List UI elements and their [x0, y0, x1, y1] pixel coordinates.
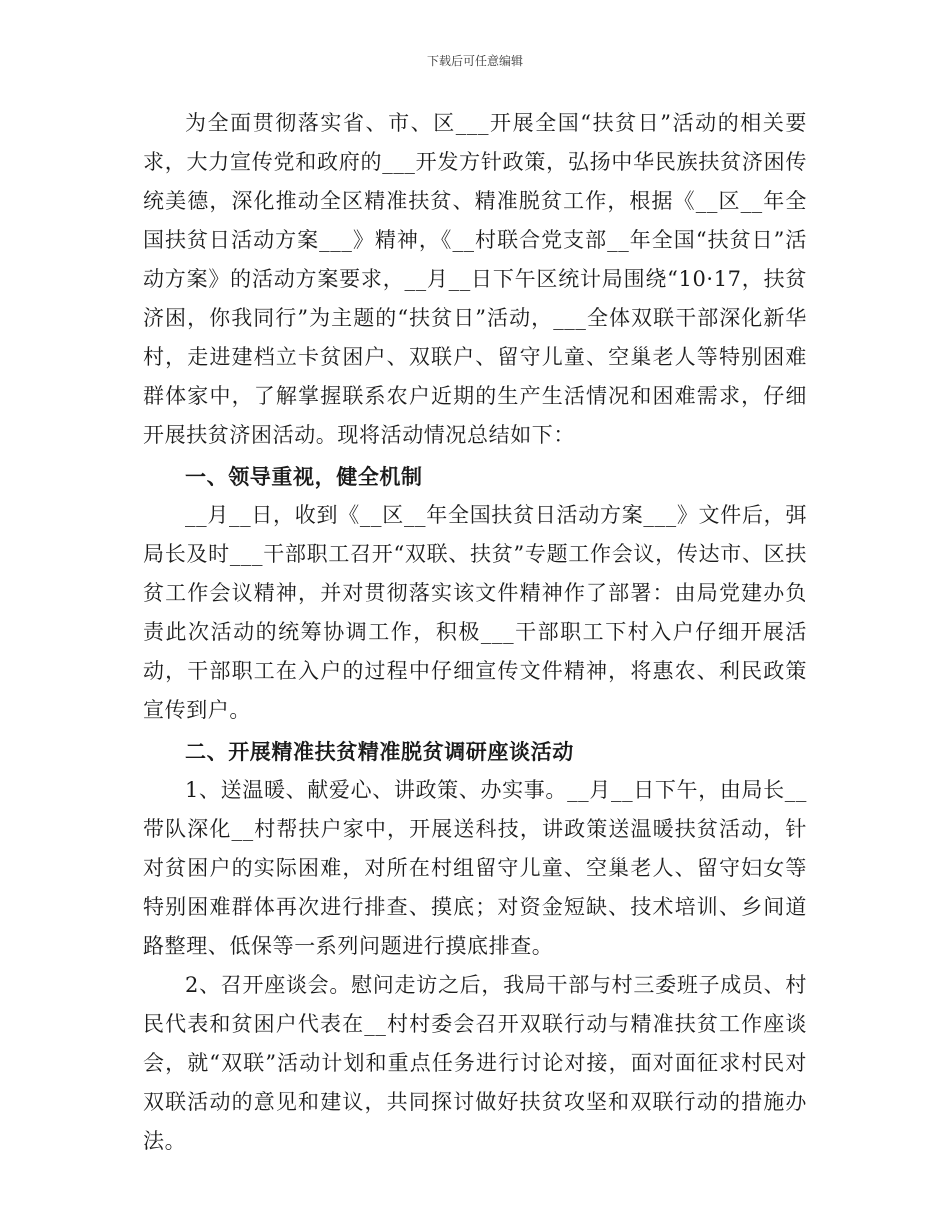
- document-body: [143, 104, 807, 1161]
- section-2-item-1: 1、送温暖、献爱心、讲政策、办实事。__月__日下午，由局长__带队深化__村帮扶户家中，开展送科技，讲政策送温暖扶贫活动，针对贫困户的实际困难，对所在村组留守儿童、空巢老人、留守妇女等特别困难群体再次进行排查、摸底；对资金短缺、技术培训、乡间道路整理、低保等一系列问题进行摸底排查。: [143, 778, 807, 958]
- section-heading-2: 二、开展精准扶贫精准脱贫调研座谈活动: [185, 739, 574, 764]
- page-header: 下载后可任意编辑: [426, 54, 523, 68]
- intro-paragraph: 为全面贯彻落实省、市、区___开展全国“扶贫日”活动的相关要求，大力宣传党和政府的___开发方针政策，弘扬中华民族扶贫济困传统美德，深化推动全区精准扶贫、精准脱贫工作，根据《__区__年全国扶贫日活动方案___》精神，《__村联合党支部__年全国“扶贫日”活动方案》的活动方案要求，__月__日下午区统计局围绕“10·17，扶贫济困，你我同行”为主题的“扶贫日”活动，___全体双联干部深化新华村，走进建档立卡贫困户、双联户、留守儿童、空巢老人等特别困难群体家中，了解掌握联系农户近期的生产生活情况和困难需求，仔细开展扶贫济困活动。现将活动情况总结如下：: [143, 111, 807, 447]
- section-2-item-2: 2、召开座谈会。慰问走访之后，我局干部与村三委班子成员、村民代表和贫困户代表在__村村委会召开双联行动与精准扶贫工作座谈会，就“双联”活动计划和重点任务进行讨论对接，面对面征求村民对双联活动的意见和建议，共同探讨做好扶贫攻坚和双联行动的措施办法。: [143, 973, 807, 1153]
- section-heading-1: 一、领导重视，健全机制: [185, 464, 423, 489]
- section-1-paragraph: __月__日，收到《__区__年全国扶贫日活动方案___》文件后，弭局长及时___干部职工召开“双联、扶贫”专题工作会议，传达市、区扶贫工作会议精神，并对贯彻落实该文件精神作了部署：由局党建办负责此次活动的统筹协调工作，积极___干部职工下村入户仔细开展活动，干部职工在入户的过程中仔细宣传文件精神，将惠农、利民政策宣传到户。: [143, 503, 807, 722]
